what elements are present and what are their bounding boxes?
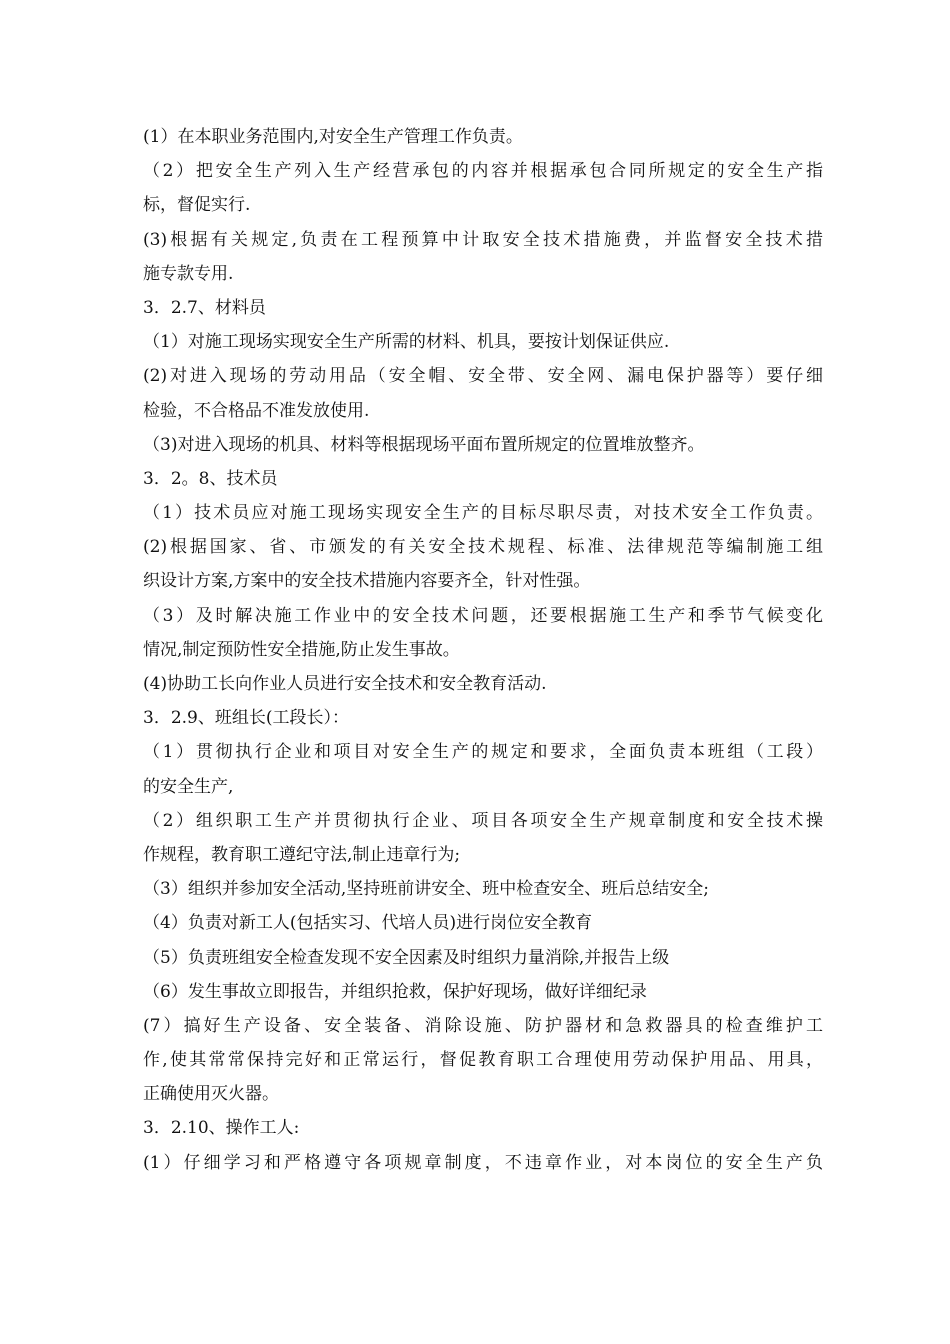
text-line: （1）技术员应对施工现场实现安全生产的目标尽职尽责，对技术安全工作负责。 xyxy=(143,503,823,524)
section-heading: 3．2.10、操作工人: xyxy=(143,1118,300,1139)
text-line: （3)对进入现场的机具、材料等根据现场平面布置所规定的位置堆放整齐。 xyxy=(143,434,705,455)
section-heading: 3．2。8、技术员 xyxy=(143,468,278,489)
text-line: 作规程，教育职工遵纪守法,制止违章行为; xyxy=(143,844,461,865)
text-line: 检验，不合格品不准发放使用. xyxy=(143,400,370,421)
text-line: （1）对施工现场实现安全生产所需的材料、机具，要按计划保证供应. xyxy=(143,332,670,353)
text-line: 的安全生产, xyxy=(143,776,234,797)
text-line: （6）发生事故立即报告，并组织抢救，保护好现场，做好详细纪录 xyxy=(143,981,647,1002)
text-line: （3）组织并参加安全活动,坚持班前讲安全、班中检查安全、班后总结安全; xyxy=(143,879,709,900)
text-line: (7）搞好生产设备、安全装备、消除设施、防护器材和急救器具的检查维护工 xyxy=(143,1015,823,1036)
text-line: 织设计方案,方案中的安全技术措施内容要齐全，针对性强。 xyxy=(143,571,591,592)
text-line: 正确使用灭火器。 xyxy=(143,1084,279,1105)
text-line: （2）把安全生产列入生产经营承包的内容并根据承包合同所规定的安全生产指 xyxy=(143,161,823,182)
text-line: （2）组织职工生产并贯彻执行企业、项目各项安全生产规章制度和安全技术操 xyxy=(143,810,823,831)
text-line: 标，督促实行. xyxy=(143,195,251,216)
text-line: (1）在本职业务范围内,对安全生产管理工作负责。 xyxy=(143,127,523,147)
text-line: (1）仔细学习和严格遵守各项规章制度，不违章作业，对本岗位的安全生产负 xyxy=(143,1152,823,1173)
section-heading: 3．2.7、材料员 xyxy=(143,297,266,318)
text-line: 情况,制定预防性安全措施,防止发生事故。 xyxy=(143,639,460,660)
document-body xyxy=(143,120,823,1180)
section-heading: 3．2.9、班组长(工段长）： xyxy=(143,708,349,729)
text-line: 作,使其常常保持完好和正常运行，督促教育职工合理使用劳动保护用品、用具， xyxy=(143,1050,823,1071)
text-line: (2)对进入现场的劳动用品（安全帽、安全带、安全网、漏电保护器等）要仔细 xyxy=(143,366,823,387)
text-line: (3)根据有关规定,负责在工程预算中计取安全技术措施费，并监督安全技术措 xyxy=(143,229,823,250)
text-line: （3）及时解决施工作业中的安全技术问题，还要根据施工生产和季节气候变化 xyxy=(143,605,823,626)
text-line: （5）负责班组安全检查发现不安全因素及时组织力量消除,并报告上级 xyxy=(143,947,670,968)
text-line: (4)协助工长向作业人员进行安全技术和安全教育活动. xyxy=(143,674,547,694)
text-line: （1）贯彻执行企业和项目对安全生产的规定和要求，全面负责本班组（工段） xyxy=(143,742,823,763)
text-line: （4）负责对新工人(包括实习、代培人员)进行岗位安全教育 xyxy=(143,913,593,934)
text-line: (2)根据国家、省、市颁发的有关安全技术规程、标准、法律规范等编制施工组 xyxy=(143,537,823,558)
text-line: 施专款专用. xyxy=(143,263,234,284)
